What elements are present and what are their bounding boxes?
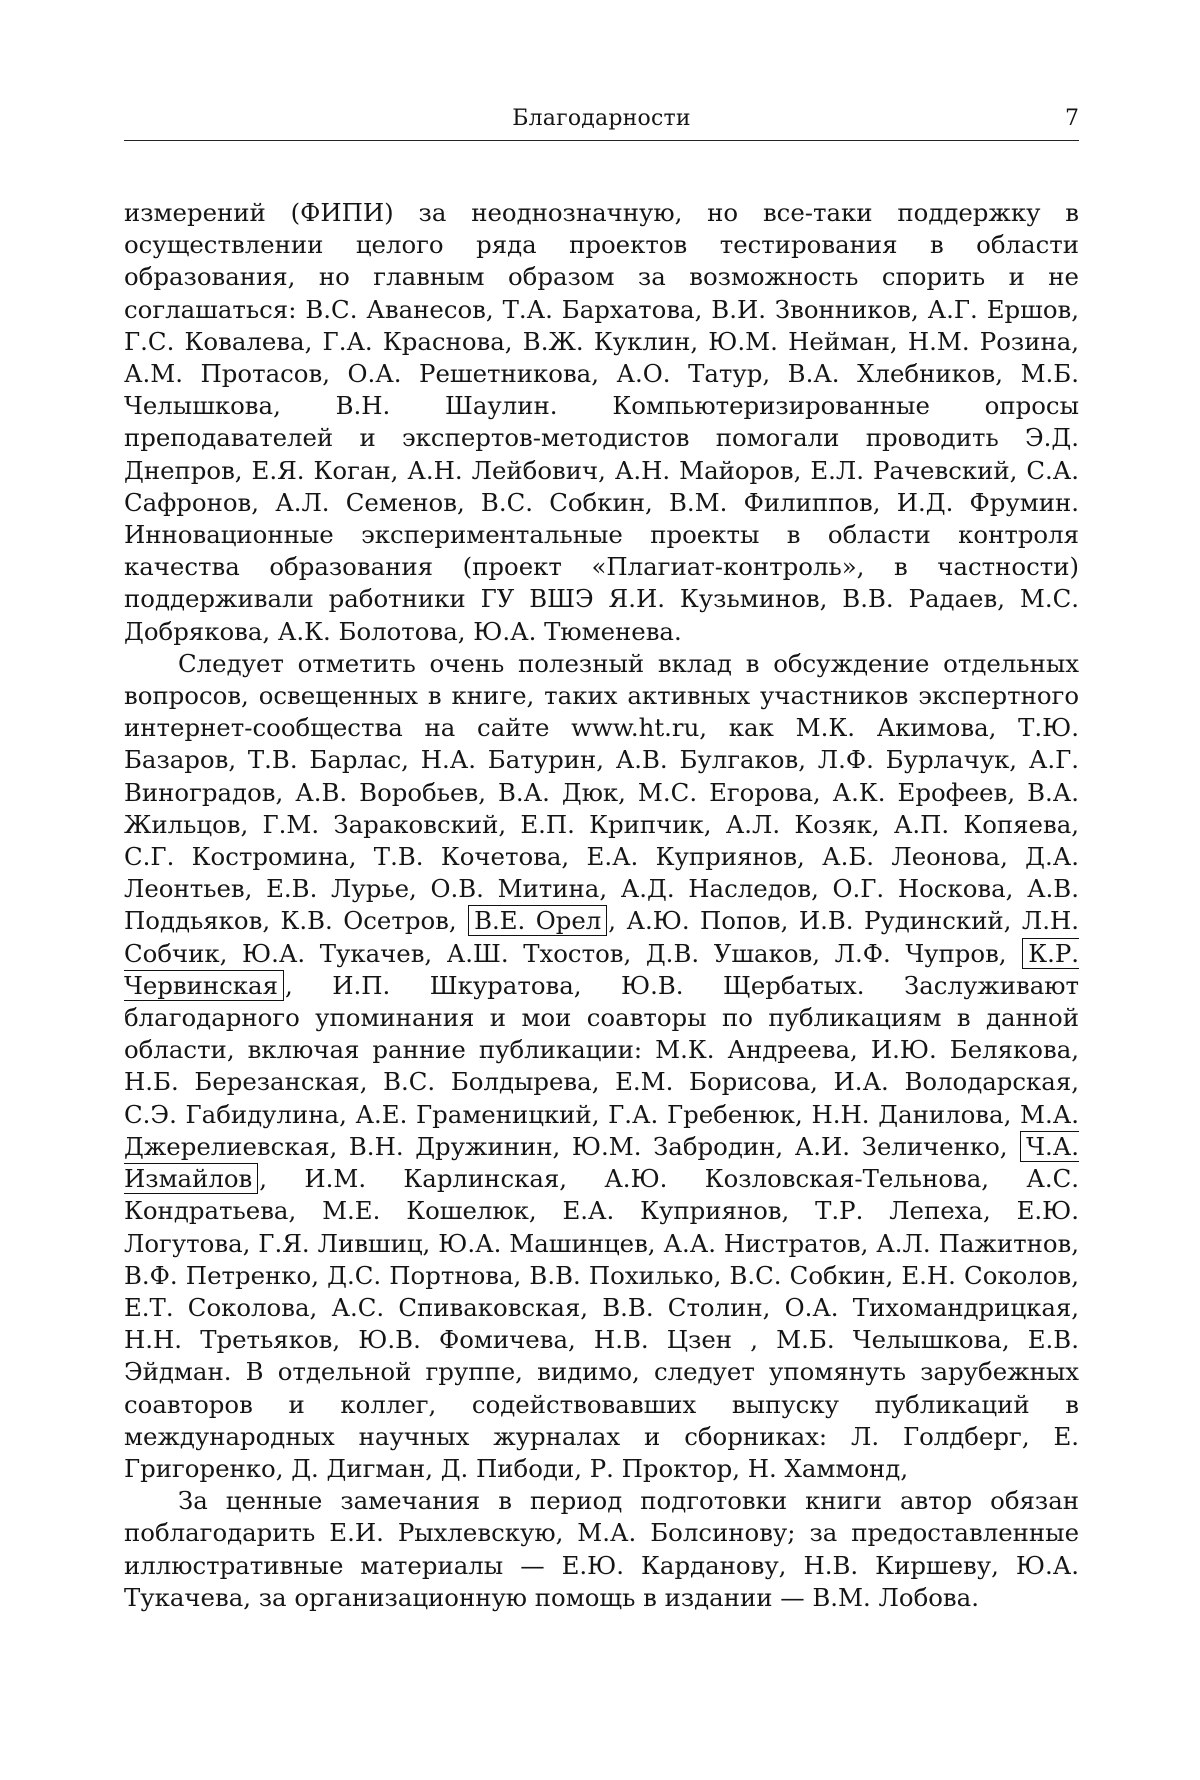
body-text: [124, 197, 1079, 1614]
paragraph-2-text-a: Следует отметить очень полезный вклад в обсуждение отдельных вопросов, освещенных в книге, таких активных участников экспертного интернет-сообщества на сайте www.ht.ru, как М.К. Акимова, Т.Ю. Базаров, Т.В. Барлас, Н.А. Батурин, А.В. Булгаков, Л.Ф. Бурлачук, А.Г. Виноградов, А.В. Воробьев, В.А. Дюк, М.С. Егорова, А.К. Ерофеев, В.А. Жильцов, Г.М. Зараковский, Е.П. Крипчик, А.Л. Козяк, А.П. Копяева, С.Г. Костромина, Т.В. Кочетова, Е.А. Куприянов, А.Б. Леонова, Д.А. Леонтьев, Е.В. Лурье, О.В. Митина, А.Д. Наследов, О.Г. Носкова, А.В. Поддьяков, К.В. Осетров,: [124, 649, 1079, 936]
running-header: [124, 104, 1079, 141]
boxed-name-izmailov: Ч.А. Измайлов: [124, 1131, 1079, 1194]
paragraph-1: измерений (ФИПИ) за неоднозначную, но все-таки поддержку в осуществлении целого ряда проектов тестирования в области образования, но главным образом за возможность спорить и не соглашаться: В.С. Аванесов, Т.А. Бархатова, В.И. Звонников, А.Г. Ершов, Г.С. Ковалева, Г.А. Краснова, В.Ж. Куклин, Ю.М. Нейман, Н.М. Розина, А.М. Протасов, О.А. Решетникова, А.О. Татур, В.А. Хлебников, М.Б. Челышкова, В.Н. Шаулин. Компьютеризированные опросы преподавателей и экспертов-методистов помогали проводить Э.Д. Днепров, Е.Я. Коган, А.Н. Лейбович, А.Н. Майоров, Е.Л. Рачевский, С.А. Сафронов, А.Л. Семенов, В.С. Собкин, В.М. Филиппов, И.Д. Фрумин. Инновационные экспериментальные проекты в области контроля качества образования (проект «Плагиат-контроль», в частности) поддерживали работники ГУ ВШЭ Я.И. Кузьминов, В.В. Радаев, М.С. Добрякова, А.К. Болотова, Ю.А. Тюменева.: [124, 197, 1079, 648]
running-title: Благодарности: [124, 106, 1079, 131]
paragraph-2-text-d: , И.М. Карлинская, А.Ю. Козловская-Тельнова, А.С. Кондратьева, М.Е. Кошелюк, Е.А. Куприянов, Т.Р. Лепеха, Е.Ю. Логутова, Г.Я. Лившиц, Ю.А. Машинцев, А.А. Нистратов, А.Л. Пажитнов, В.Ф. Петренко, Д.С. Портнова, В.В. Похилько, В.С. Собкин, Е.Н. Соколов, Е.Т. Соколова, А.С. Спиваковская, В.В. Столин, О.А. Тихомандрицкая, Н.Н. Третьяков, Ю.В. Фомичева, Н.В. Цзен , М.Б. Челышкова, Е.В. Эйдман. В отдельной группе, видимо, следует упомянуть зарубежных соавторов и коллег, содействовавших выпуску публикаций в международных научных журналах и сборниках: Л. Голдберг, Е. Григоренко, Д. Дигман, Д. Пибоди, Р. Проктор, Н. Хаммонд,: [124, 1164, 1079, 1483]
paragraph-3: За ценные замечания в период подготовки книги автор обязан поблагодарить Е.И. Рыхлевскую, М.А. Болсинову; за предоставленные иллюстративные материалы — Е.Ю. Карданову, Н.В. Киршеву, Ю.А. Тукачева, за организационную помощь в издании — В.М. Лобова.: [124, 1485, 1079, 1614]
page-number: 7: [1065, 106, 1079, 131]
paragraph-2: [124, 648, 1079, 1485]
paragraph-2-text-b: , А.Ю. Попов, И.В. Рудинский, Л.Н. Собчик, Ю.А. Тукачев, А.Ш. Тхостов, Д.В. Ушаков, Л.Ф. Чупров,: [124, 906, 1079, 967]
paragraph-2-text-c: , И.П. Шкуратова, Ю.В. Щербатых. Заслуживают благодарного упоминания и мои соавторы по публикациям в данной области, включая ранние публикации: М.К. Андреева, И.Ю. Белякова, Н.Б. Березанская, В.С. Болдырева, Е.М. Борисова, И.А. Володарская, С.Э. Габидулина, А.Е. Граменицкий, Г.А. Гребенюк, Н.Н. Данилова, М.А. Джерелиевская, В.Н. Дружинин, Ю.М. Забродин, А.И. Зеличенко,: [124, 971, 1079, 1161]
boxed-name-chervinskaya: К.Р. Червинская: [124, 938, 1079, 1001]
book-page: [0, 0, 1200, 1780]
boxed-name-orel: В.Е. Орел: [468, 905, 607, 936]
